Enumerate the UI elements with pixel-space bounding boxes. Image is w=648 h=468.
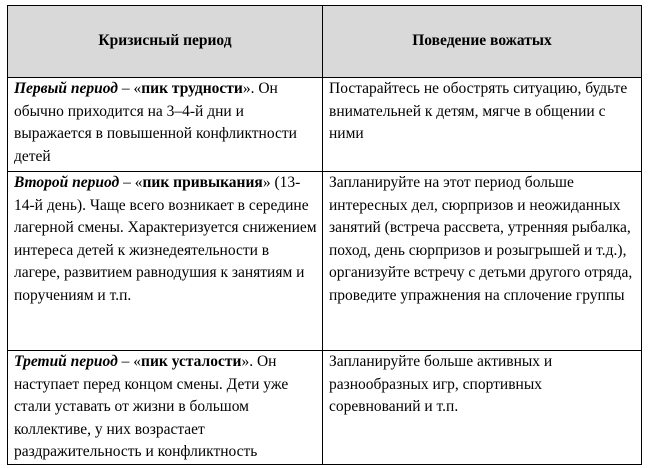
table-row (8, 172, 642, 351)
behavior-cell: Запланируйте на этот период больше интересных дел, сюрпризов и неожиданных занятий (встреча рассвета, утренняя рыбалка, поход, день сюрпризов и розыгрышей и т.д.), организуйте встречу с детьми другого отряда, проведите упражнения на сплочение группы (323, 172, 642, 351)
behavior-cell: Запланируйте больше активных и разнообразных игр, спортивных соревнований и т.п. (323, 351, 642, 465)
header-crisis-period: Кризисный период (8, 6, 323, 78)
period-name: Третий период (14, 353, 118, 370)
period-dash: – « (117, 80, 142, 97)
period-dash: – « (119, 174, 143, 191)
period-cell (8, 78, 323, 172)
period-cell (8, 351, 323, 465)
behavior-cell: Постарайтесь не обострять ситуацию, будьте внимательней к детям, мягче в общении с ними (323, 78, 642, 172)
period-peak: пик привыкания (142, 174, 263, 191)
table-header-row (8, 6, 642, 78)
header-counselor-behavior: Поведение вожатых (323, 6, 642, 78)
crisis-periods-table (7, 5, 642, 465)
period-cell (8, 172, 323, 351)
period-description: ». Он обычно приходится на 3–4-й дни и выражается в повышенной конфликтности детей (14, 80, 297, 165)
period-name: Первый период (14, 80, 118, 97)
table-row (8, 78, 642, 172)
period-peak: пик усталости (141, 353, 242, 370)
period-dash: – « (117, 353, 142, 370)
table-row (8, 351, 642, 465)
period-description: » (13-14-й день). Чаще всего возникает в середине лагерной смены. Характеризуется снижением интереса детей к жизнедеятельности в лагере, развитием равнодушия к занятиям и поручениям и т.п. (14, 174, 317, 304)
period-description: ». Он наступает перед концом смены. Дети уже стали уставать от жизни в большом коллективе, у них возрастает раздражительность и конфликтность (14, 353, 289, 460)
period-name: Второй период (14, 174, 120, 191)
period-peak: пик трудности (141, 80, 243, 97)
